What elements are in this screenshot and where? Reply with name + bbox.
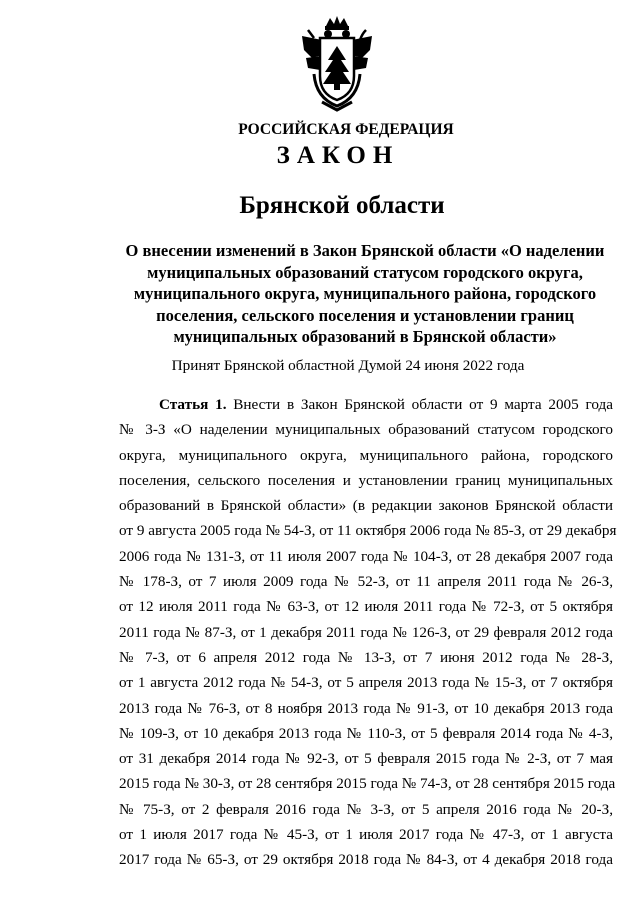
- article-text-line: № 3-З «О наделении муниципальных образований статусом городского: [119, 421, 613, 439]
- law-title-line: муниципального округа, муниципального района, городского: [133, 284, 597, 304]
- article-label: Статья 1.: [159, 396, 227, 413]
- article-text-line: образований в Брянской области» (в редакции законов Брянской области: [119, 497, 613, 515]
- law-heading: ЗАКОН: [276, 142, 400, 169]
- article-1-body: [119, 392, 617, 873]
- article-text-line: 2011 года № 87-З, от 1 декабря 2011 года № 126-З, от 29 февраля 2012 года: [119, 623, 613, 641]
- article-text-line: № 75-З, от 2 февраля 2016 года № 3-З, от 5 апреля 2016 года № 20-З,: [119, 800, 613, 818]
- article-text-line: № 178-З, от 7 июля 2009 года № 52-З, от 11 апреля 2011 года № 26-З,: [119, 573, 613, 591]
- law-title: [110, 240, 620, 348]
- coat-of-arms-emblem-icon: [292, 14, 382, 114]
- region-heading: Брянской области: [239, 192, 445, 219]
- article-text-line: 2013 года № 76-З, от 8 ноября 2013 года № 91-З, от 10 декабря 2013 года: [119, 699, 613, 717]
- article-text-fragment: Внести в Закон Брянской области от 9 марта 2005 года: [233, 396, 613, 413]
- article-text-line: округа, муниципального округа, муниципального района, городского: [119, 446, 613, 464]
- article-1-first-line: [119, 392, 613, 417]
- law-title-line: муниципальных образований в Брянской области»: [173, 327, 557, 347]
- law-title-line: О внесении изменений в Закон Брянской области «О наделении: [125, 241, 605, 260]
- article-text-line: 2006 года № 131-З, от 11 июля 2007 года № 104-З, от 28 декабря 2007 года: [119, 547, 613, 565]
- article-text-line: от 1 июля 2017 года № 45-З, от 1 июля 2017 года № 47-З, от 1 августа: [119, 826, 613, 844]
- article-text-line: поселения, сельского поселения и установлении границ муниципальных: [119, 471, 613, 489]
- article-text-line: от 31 декабря 2014 года № 92-З, от 5 февраля 2015 года № 2-З, от 7 мая: [119, 750, 613, 768]
- article-text-line: от 9 августа 2005 года № 54-З, от 11 октября 2006 года № 85-З, от 29 декабря: [119, 522, 617, 540]
- law-title-line: муниципальных образований статусом городского округа,: [147, 262, 583, 282]
- federation-heading: РОССИЙСКАЯ ФЕДЕРАЦИЯ: [238, 121, 454, 138]
- article-text-line: 2017 года № 65-З, от 29 октября 2018 года № 84-З, от 4 декабря 2018 года: [119, 851, 613, 869]
- adoption-note: Принят Брянской областной Думой 24 июня 2022 года: [171, 357, 525, 374]
- article-text-line: 2015 года № 30-З, от 28 сентября 2015 года № 74-З, от 28 сентября 2015 года: [119, 775, 616, 793]
- article-text-line: от 1 августа 2012 года № 54-З, от 5 апреля 2013 года № 15-З, от 7 октября: [119, 674, 613, 692]
- article-text-line: № 7-З, от 6 апреля 2012 года № 13-З, от 7 июня 2012 года № 28-З,: [119, 648, 613, 666]
- article-text-line: № 109-З, от 10 декабря 2013 года № 110-З, от 5 февраля 2014 года № 4-З,: [119, 724, 613, 742]
- article-text-line: от 12 июля 2011 года № 63-З, от 12 июля 2011 года № 72-З, от 5 октября: [119, 598, 613, 616]
- law-title-line: поселения, сельского поселения и установлении границ: [156, 305, 574, 325]
